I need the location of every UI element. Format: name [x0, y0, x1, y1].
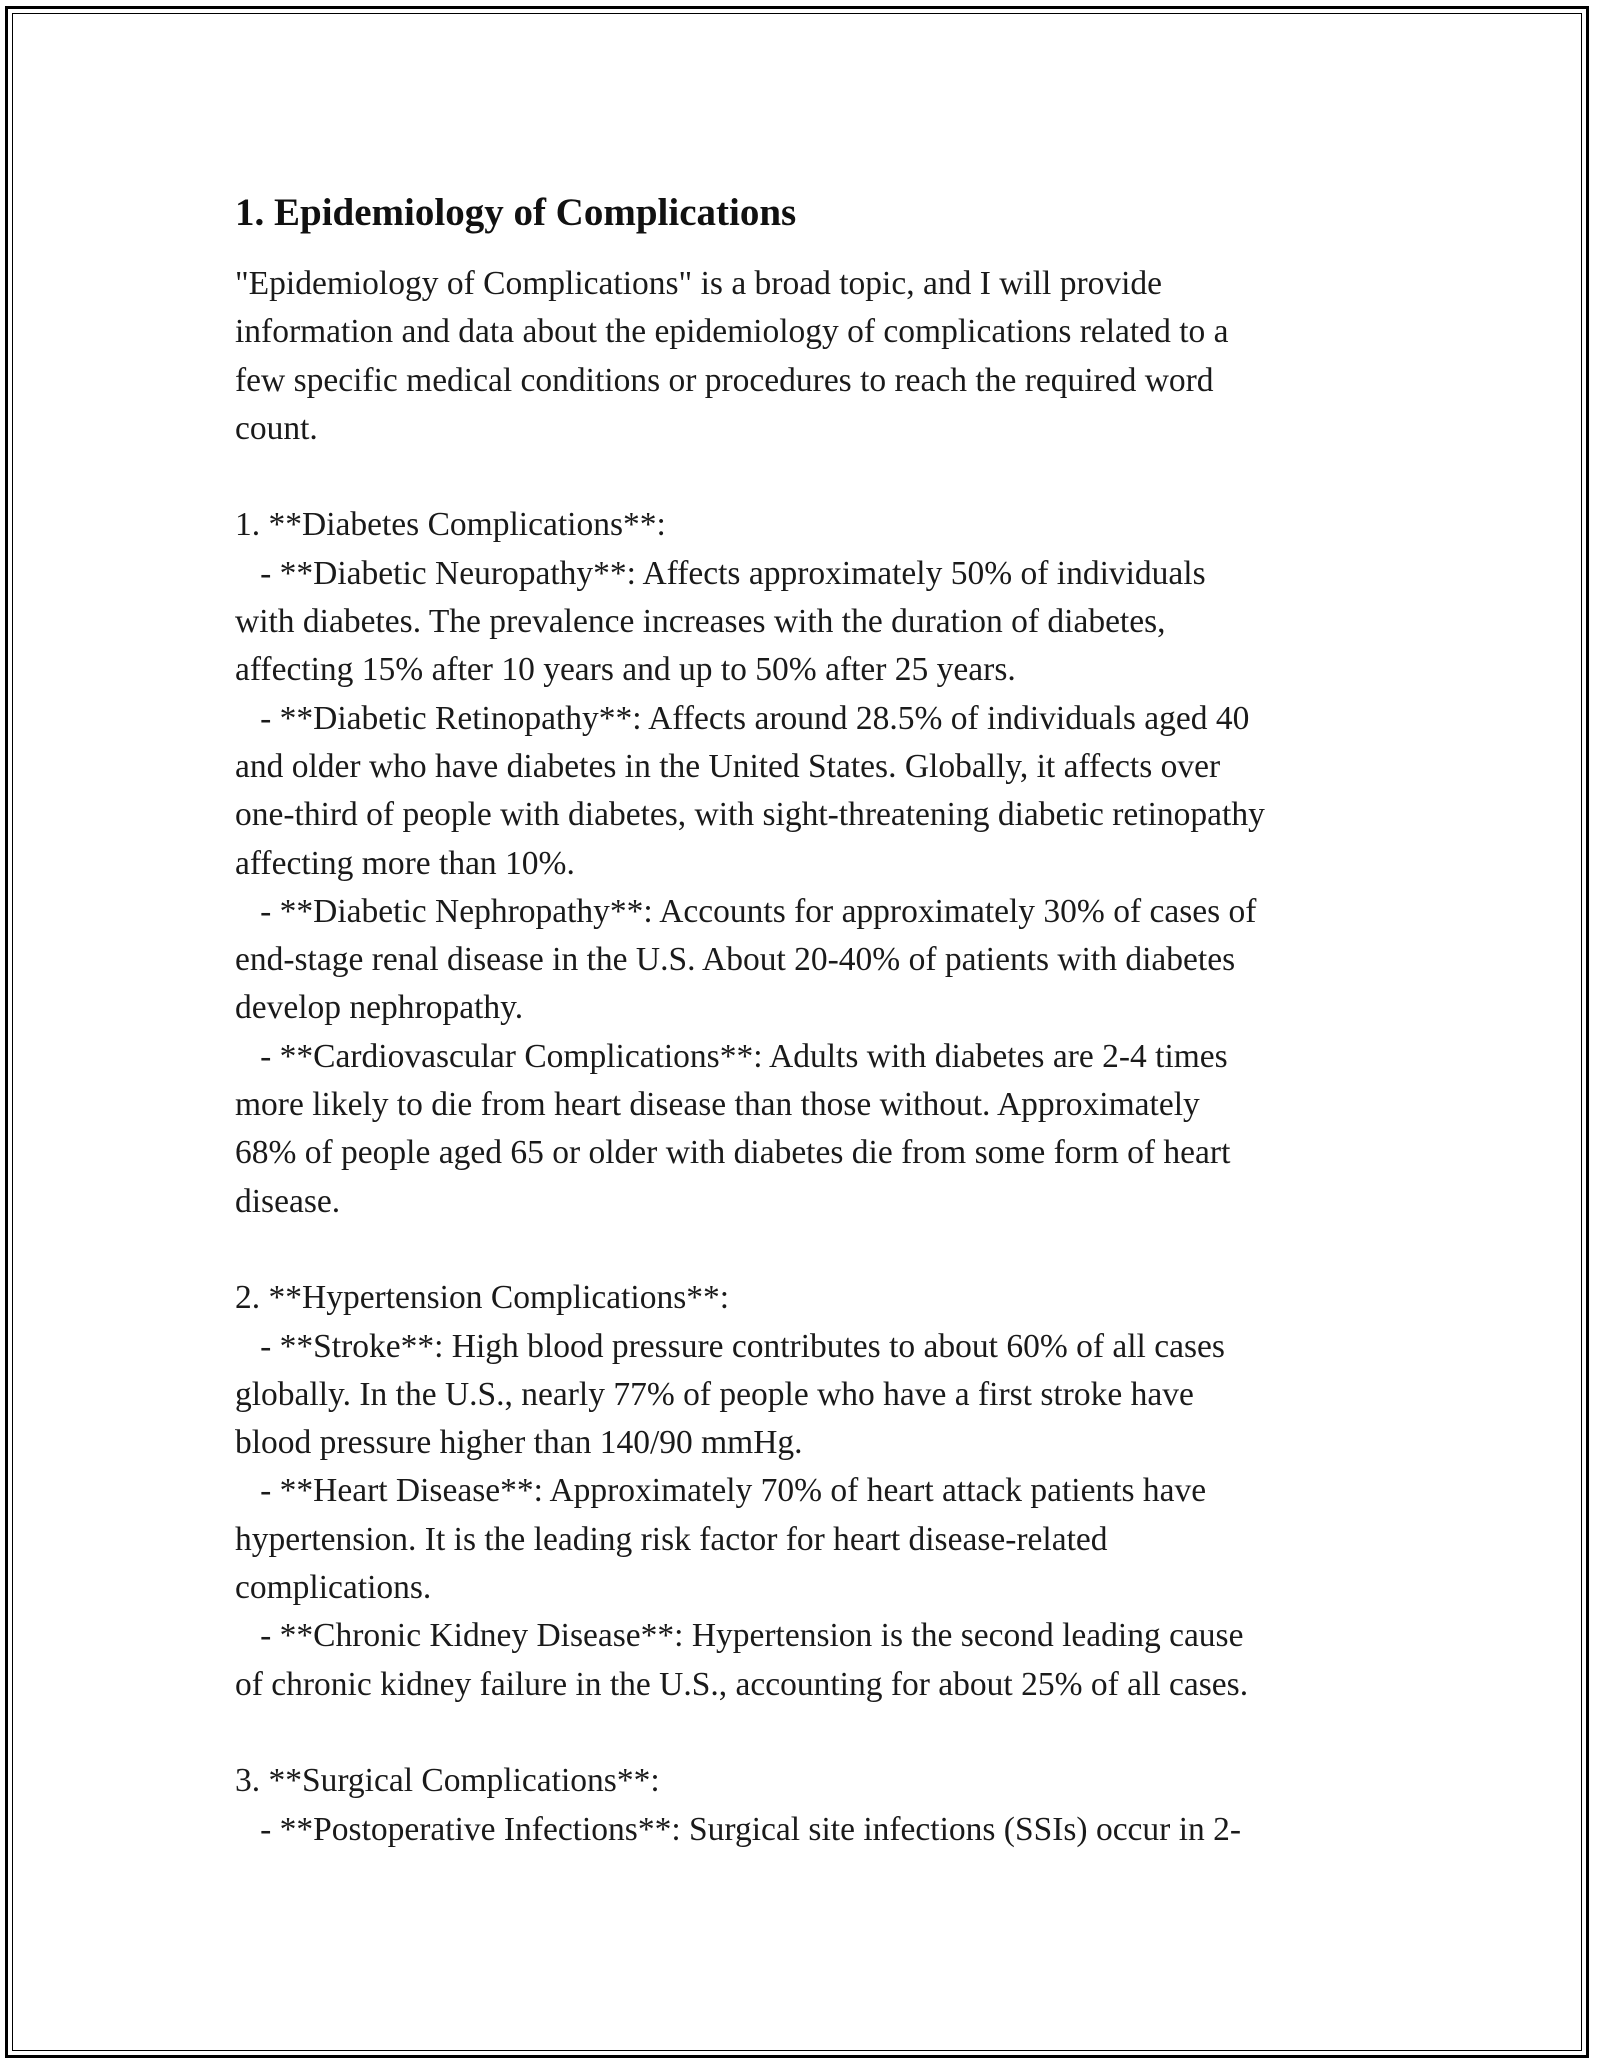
text-line: end-stage renal disease in the U.S. About 20-40% of patients with diabetes	[235, 941, 1236, 979]
text-line: - **Heart Disease**: Approximately 70% of heart attack patients have	[235, 1472, 1207, 1510]
text-line: complications.	[235, 1569, 432, 1607]
text-line: - **Cardiovascular Complications**: Adults with diabetes are 2-4 times	[235, 1037, 1228, 1075]
text-line: 2. **Hypertension Complications**:	[235, 1279, 730, 1317]
text-line: - **Chronic Kidney Disease**: Hypertension is the second leading cause	[235, 1617, 1244, 1655]
text-line: 3. **Surgical Complications**:	[235, 1762, 660, 1800]
text-line: of chronic kidney failure in the U.S., accounting for about 25% of all cases.	[235, 1665, 1249, 1703]
document-title: 1. Epidemiology of Complications	[235, 191, 797, 234]
text-line: - **Stroke**: High blood pressure contributes to about 60% of all cases	[235, 1327, 1225, 1365]
text-line: hypertension. It is the leading risk factor for heart disease-related	[235, 1520, 1108, 1558]
text-line: more likely to die from heart disease than those without. Approximately	[235, 1086, 1200, 1124]
text-line: with diabetes. The prevalence increases with the duration of diabetes,	[235, 603, 1166, 641]
text-line: - **Postoperative Infections**: Surgical site infections (SSIs) occur in 2-	[235, 1810, 1242, 1848]
text-line: - **Diabetic Neuropathy**: Affects approximately 50% of individuals	[235, 554, 1206, 592]
text-line: - **Diabetic Retinopathy**: Affects around 28.5% of individuals aged 40	[235, 699, 1250, 737]
text-line: few specific medical conditions or procedures to reach the required word	[235, 361, 1214, 399]
text-line: 68% of people aged 65 or older with diabetes die from some form of heart	[235, 1134, 1231, 1172]
document-content	[235, 186, 1385, 1854]
text-line: blood pressure higher than 140/90 mmHg.	[235, 1424, 803, 1462]
text-line: affecting 15% after 10 years and up to 50% after 25 years.	[235, 651, 1016, 689]
text-line: count.	[235, 409, 318, 447]
text-line: 1. **Diabetes Complications**:	[235, 506, 666, 544]
document-body	[235, 260, 1385, 1854]
blank-line	[235, 1709, 1385, 1757]
blank-line	[235, 453, 1385, 501]
text-line: information and data about the epidemiology of complications related to a	[235, 313, 1229, 351]
text-line: one-third of people with diabetes, with sight-threatening diabetic retinopathy	[235, 796, 1265, 834]
text-line: affecting more than 10%.	[235, 844, 575, 882]
text-line: and older who have diabetes in the United States. Globally, it affects over	[235, 747, 1221, 785]
text-line: - **Diabetic Nephropathy**: Accounts for approximately 30% of cases of	[235, 892, 1257, 930]
text-line: develop nephropathy.	[235, 989, 524, 1027]
blank-line	[235, 1226, 1385, 1274]
text-line: disease.	[235, 1182, 341, 1220]
text-line: "Epidemiology of Complications" is a broad topic, and I will provide	[235, 265, 1163, 302]
text-line: globally. In the U.S., nearly 77% of people who have a first stroke have	[235, 1375, 1194, 1413]
